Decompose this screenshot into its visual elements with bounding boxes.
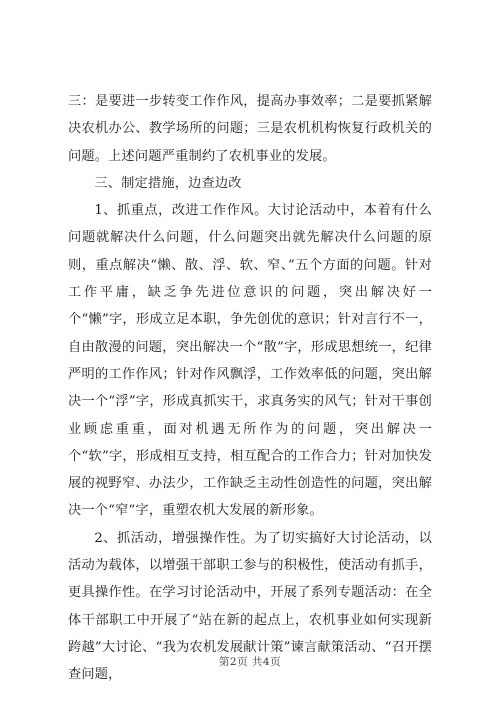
page-footer: 第2页 共4页	[218, 656, 282, 668]
paragraph-problems-continued: 三：是要进一步转变工作作风，提高办事效率；二是要抓紧解决农机办公、教学场所的问题；三是农机机构恢复行政机关的问题。上述问题严重制约了农机事业的发展。	[68, 94, 432, 164]
section-heading-measures: 三、制定措施，边查边改	[94, 175, 242, 191]
paragraph-key-points: 1、抓重点，改进工作作风。大讨论活动中，本着有什么问题就解决什么问题，什么问题突出就先解决什么问题的原则，重点解决“懒、散、浮、软、窄、”五个方面的问题。针对工作平庸，缺乏争先进位意识的问题，突出解决好一个“懒”字，形成立足本职，争先创优的意识；针对言行不一，自由散漫的问题，突出解决一个“散”字，形成思想统一，纪律严明的工作作风；针对作风飘浮，工作效率低的问题，突出解决一个“浮”字，形成真抓实干，求真务实的风气；针对干事创业顾虑重重，面对机遇无所作为的问题，突出解决一个“软”字，形成相互支持，相互配合的工作合力；针对加快发展的视野窄、办法少，工作缺乏主动性创造性的问题，突出解决一个“窄”字，重塑农机大发展的新形象。	[68, 203, 432, 519]
paragraph-activities: 2、抓活动，增强操作性。为了切实搞好大讨论活动，以活动为载体，以增强干部职工参与的积极性，使活动有抓手，更具操作性。在学习讨论活动中，开展了系列专题活动：在全体干部职工中开展了“站在新的起点上，农机事业如何实现新跨越”大讨论、“我为农机发展献计策”谏言献策活动、“召开摆查问题，	[68, 530, 432, 683]
document-body	[68, 88, 432, 689]
